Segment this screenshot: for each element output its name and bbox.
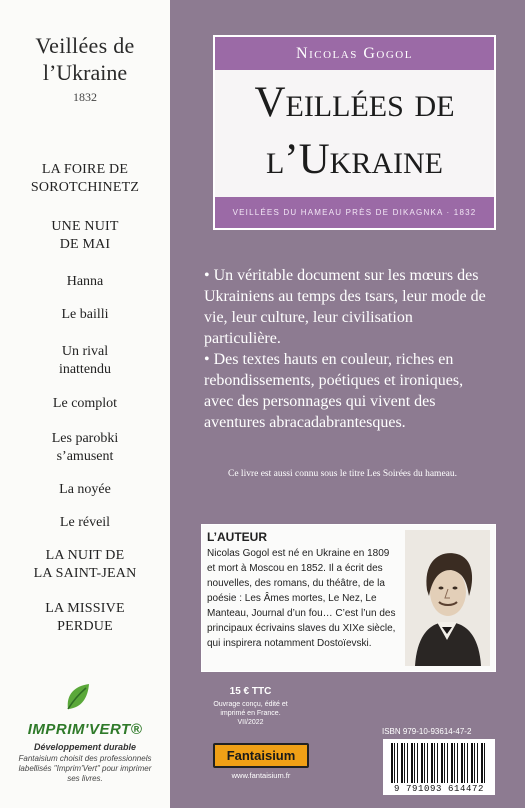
barcode-bar — [404, 743, 405, 783]
barcode-bar — [414, 743, 415, 783]
barcode-bar — [454, 743, 455, 783]
barcode-bar — [421, 743, 423, 783]
barcode-bar — [451, 743, 453, 783]
barcode-bar — [441, 743, 443, 783]
cover-subtitle: VEILLÉES DU HAMEAU PRÈS DE DIKAGNKA · 1832 — [215, 197, 494, 228]
price: 15 € TTC — [229, 686, 272, 697]
barcode-bar — [407, 743, 408, 783]
spine-panel — [0, 0, 170, 808]
barcode-bar — [424, 743, 425, 783]
imprimvert-brand: IMPRIM'VERT® — [27, 721, 143, 738]
imprimvert-note: Fantaisium choisit des professionnels labellisés "Imprim'Vert" pour imprimer ses livres. — [18, 754, 152, 783]
toc-item: Le réveil — [59, 515, 111, 530]
barcode-bar — [397, 743, 398, 783]
spine-title-line2: l’Ukraine — [42, 60, 128, 85]
barcode-bar — [457, 743, 458, 783]
barcode — [383, 739, 495, 795]
imprimvert-tagline: Développement durable — [33, 742, 137, 752]
barcode-bar — [411, 743, 413, 783]
barcode-bar — [394, 743, 395, 783]
toc-item: LA FOIRE DE SOROTCHINETZ — [30, 162, 140, 195]
spine-year: 1832 — [73, 90, 97, 104]
toc-item: Les parobki s’amusent — [51, 431, 119, 464]
toc-item: Un rival inattendu — [58, 344, 112, 377]
barcode-bar — [444, 743, 445, 783]
barcode-bar — [447, 743, 448, 783]
toc-item: Hanna — [66, 274, 104, 289]
barcode-bar — [437, 743, 438, 783]
toc-item: LA NUIT DE LA SAINT-JEAN — [33, 548, 137, 581]
barcode-bar — [431, 743, 433, 783]
portrait-illustration — [405, 530, 490, 666]
toc-item: UNE NUIT DE MAI — [51, 219, 119, 252]
toc-item: Le complot — [52, 396, 118, 411]
barcode-bar — [401, 743, 403, 783]
barcode-digits: 9 791093 614472 — [393, 784, 484, 794]
author-box — [201, 524, 496, 672]
barcode-bar — [467, 743, 468, 783]
cover-title-line2: l’Ukraine — [265, 136, 444, 183]
barcode-bar — [417, 743, 418, 783]
isbn-label: ISBN 979-10-93614-47-2 — [382, 727, 472, 736]
barcode-bar — [391, 743, 393, 783]
cover-title-line1: Veillées de — [254, 79, 455, 126]
barcode-bar — [464, 743, 465, 783]
spine-title-line1: Veillées de — [35, 33, 135, 58]
author-heading: L’AUTEUR — [207, 530, 267, 544]
toc-item: LA MISSIVE PERDUE — [45, 601, 125, 634]
barcode-bar — [427, 743, 428, 783]
author-portrait — [405, 530, 490, 666]
barcode-bar — [477, 743, 478, 783]
price-details: Ouvrage conçu, édité et imprimé en France. VII/2022 — [213, 701, 288, 726]
toc-item: Le bailli — [61, 307, 109, 322]
barcode-bar — [434, 743, 435, 783]
blurb-bullet: • Un véritable document sur les mœurs des Ukrainiens au temps des tsars, leur mode de vie, leur culture, leur civilisation particulière. — [204, 267, 486, 347]
cover-author: Nicolas Gogol — [215, 37, 494, 70]
barcode-bar — [461, 743, 463, 783]
barcode-bar — [481, 743, 483, 783]
publisher-logo: Fantaisium — [213, 743, 309, 768]
author-bio: Nicolas Gogol est né en Ukraine en 1809 et mort à Moscou en 1852. Il a écrit des nouvelles, des romans, du théâtre, de la poésie : Les Âmes mortes, Le Nez, Le Manteau, Journal d’un fou… C’est l’un des principaux écrivains slaves du XIXe siècle, qui inspirera notamment Dostoïevski. — [207, 548, 396, 649]
barcode-bar — [471, 743, 473, 783]
imprimvert-leaf-icon — [64, 683, 92, 713]
title-block — [213, 35, 496, 230]
publisher-website: www.fantaisium.fr — [231, 771, 291, 780]
barcode-bar — [484, 743, 485, 783]
blurb-bullet: • Des textes hauts en couleur, riches en rebondissements, poétiques et ironiques, avec des personnages qui vivent des aventures abracadabrantesques. — [204, 351, 464, 431]
barcode-bar — [474, 743, 475, 783]
also-known-note: Ce livre est aussi connu sous le titre Les Soirées du hameau. — [228, 469, 458, 479]
toc-item: La noyée — [59, 482, 111, 497]
